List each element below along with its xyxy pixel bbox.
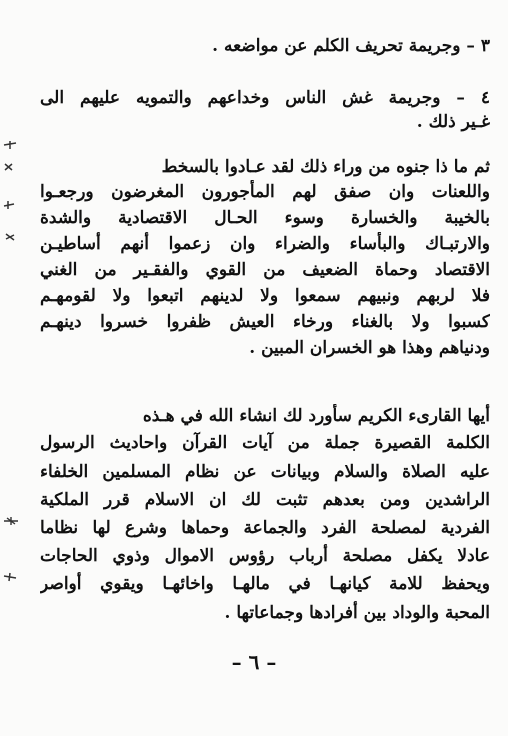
paragraph-2-line: ويحفظ للامة كيانهـا في مالهـا واخائهـا ويقوي أواصر — [40, 574, 490, 594]
page-edge-mark-icon — [2, 232, 20, 242]
paragraph-2-line: الكلمة القصيرة جملة من آيات القرآن واحاديث الرسول — [40, 433, 490, 453]
page-edge-mark-icon — [2, 162, 20, 172]
paragraph-2-line: أيها القارىء الكريم سأورد لك انشاء الله في هـذه — [142, 406, 490, 426]
paragraph-2-line: عليه الصلاة والسلام وبيانات عن نظام المسلمين الخلفاء — [40, 462, 490, 482]
paragraph-1-line: ودنياهم وهذا هو الخسران المبين . — [249, 338, 490, 358]
paragraph-2-line: الفردية لمصلحة الفرد والجماعة وحماها وشرع لها نظاما — [40, 518, 490, 538]
paragraph-1-line: فلا لربهم ونبيهم سمعوا ولا لدينهم اتبعوا ولا لقومهـم — [40, 286, 490, 306]
paragraph-2-line: عادلا يكفل مصلحة أرباب رؤوس الاموال وذوي الحاجات — [40, 546, 490, 566]
paragraph-1-line: الاقتصاد وحماة الضعيف من القوي والفقـير من الغني — [40, 260, 490, 280]
paragraph-1-line: بالخيبة والخسارة وسوء الحـال الاقتصادية والشدة — [40, 208, 490, 228]
item-4-continuation-line: غـير ذلك . — [416, 112, 490, 132]
paragraph-1-line: والارتبـاك والبأساء والضراء وان زعموا أنهم أساطيـن — [40, 234, 490, 254]
paragraph-1-line: واللعنات وان صفق لهم المأجورون المغرضون ورجعـوا — [40, 182, 490, 202]
page-edge-mark-icon — [2, 140, 20, 150]
paragraph-1-line: ثم ما ذا جنوه من وراء ذلك لقد عـادوا بالسخط — [161, 157, 490, 177]
item-3-line: ٣ – وجريمة تحريف الكلم عن مواضعه . — [212, 36, 490, 56]
page-edge-mark-icon — [2, 516, 20, 526]
paragraph-1-line: كسبوا ولا بالغناء ورخاء العيش ظفروا خسروا دينهـم — [40, 312, 490, 332]
item-4-line: ٤ – وجريمة غش الناس وخداعهم والتمويه عليهم الى — [40, 88, 490, 108]
page-edge-mark-icon — [2, 572, 20, 582]
paragraph-2-line: الراشدين ومن بعدهم تثبت لك ان الاسلام قرر الملكية — [40, 490, 490, 510]
page-edge-mark-icon — [2, 200, 20, 210]
paragraph-2-line: المحبة والوداد بين أفرادها وجماعاتها . — [224, 603, 490, 623]
page-number: – ٦ – — [231, 650, 277, 674]
